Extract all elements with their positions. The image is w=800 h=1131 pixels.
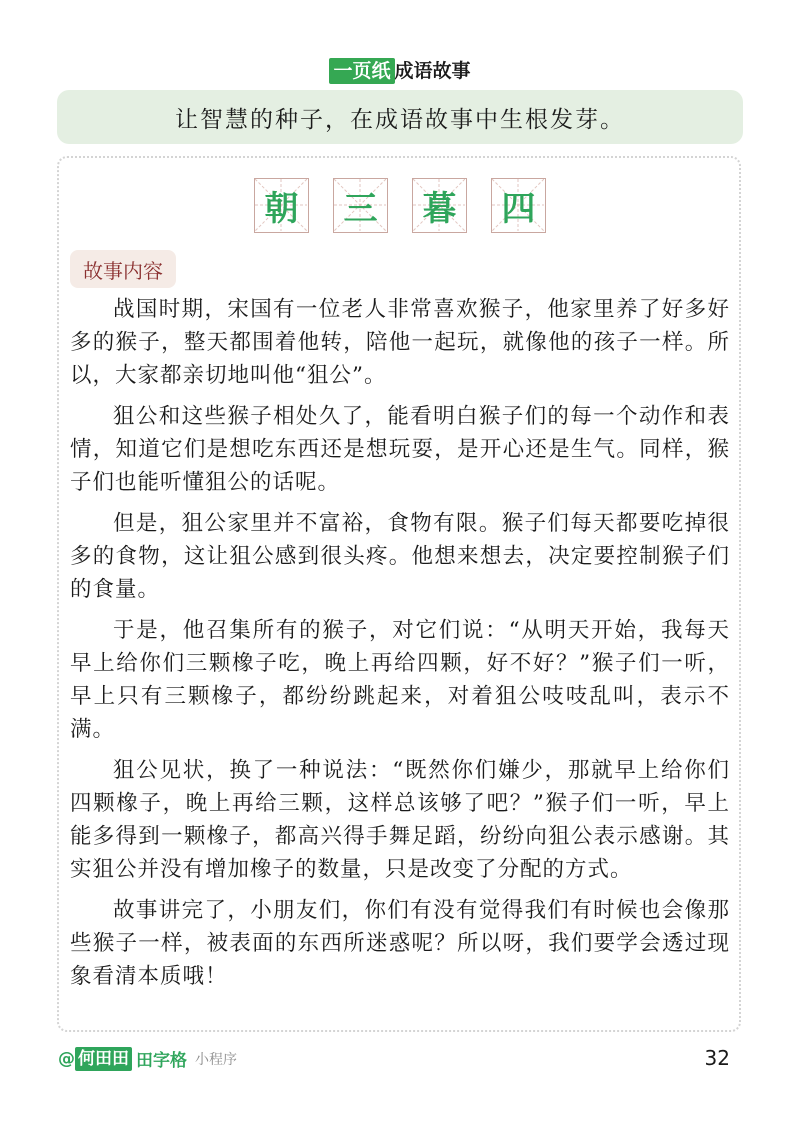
story-body bbox=[70, 293, 730, 1001]
tianzi-grid-cell bbox=[333, 178, 388, 233]
footer-brand bbox=[58, 1046, 237, 1071]
tianzi-grid-cell bbox=[412, 178, 467, 233]
app-name: 田字格 bbox=[136, 1051, 187, 1071]
story-paragraph: 故事讲完了，小朋友们，你们有没有觉得我们有时候也会像那些猴子一样，被表面的东西所迷惑呢？所以呀，我们要学会透过现象看清本质哦！ bbox=[70, 898, 730, 989]
story-paragraph: 狙公见状，换了一种说法：“既然你们嫌少，那就早上给你们四颗橡子，晚上再给三颗，这样总该够了吧？”猴子们一听，早上能多得到一颗橡子，都高兴得手舞足蹈，纷纷向狙公表示感谢。其实狙公并没有增加橡子的数量，只是改变了分配的方式。 bbox=[70, 758, 730, 882]
idiom-char: 朝 bbox=[264, 189, 299, 229]
story-paragraph: 于是，他召集所有的猴子，对它们说：“从明天开始，我每天早上给你们三颗橡子吃，晚上再给四颗，好不好？”猴子们一听，早上只有三颗橡子，都纷纷跳起来，对着狙公吱吱乱叫，表示不满。 bbox=[70, 618, 730, 742]
tagline-banner: 让智慧的种子，在成语故事中生根发芽。 bbox=[57, 90, 743, 144]
brand-name: 何田田 bbox=[75, 1047, 132, 1071]
section-label-story: 故事内容 bbox=[70, 250, 176, 288]
story-paragraph: 但是，狙公家里并不富裕，食物有限。猴子们每天都要吃掉很多的食物，这让狙公感到很头疼。他想来想去，决定要控制猴子们的食量。 bbox=[70, 511, 730, 602]
page-number: 32 bbox=[704, 1046, 730, 1070]
idiom-char: 暮 bbox=[422, 189, 457, 229]
story-paragraph: 狙公和这些猴子相处久了，能看明白猴子们的每一个动作和表情，知道它们是想吃东西还是想玩耍，是开心还是生气。同样，猴子们也能听懂狙公的话呢。 bbox=[70, 404, 730, 495]
header-title: 成语故事 bbox=[394, 60, 471, 82]
idiom-char: 四 bbox=[501, 189, 536, 229]
idiom-char: 三 bbox=[343, 189, 378, 229]
at-symbol: @ bbox=[58, 1048, 75, 1069]
tianzi-grid-cell bbox=[254, 178, 309, 233]
tianzi-grid-cell bbox=[491, 178, 546, 233]
story-paragraph: 战国时期，宋国有一位老人非常喜欢猴子，他家里养了好多好多的猴子，整天都围着他转，陪他一起玩，就像他的孩子一样。所以，大家都亲切地叫他“狙公”。 bbox=[70, 297, 730, 388]
idiom-title bbox=[0, 178, 800, 233]
header-highlight: 一页纸 bbox=[329, 58, 394, 84]
page-header bbox=[0, 58, 800, 84]
app-type: 小程序 bbox=[195, 1051, 237, 1068]
